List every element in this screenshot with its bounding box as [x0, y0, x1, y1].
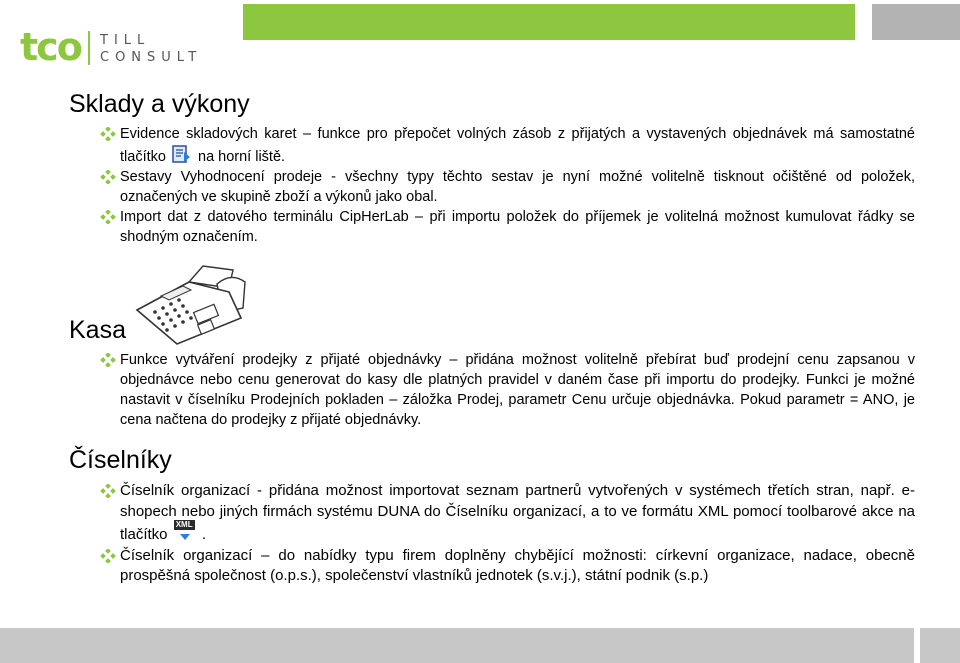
diamond-bullet-icon [100, 210, 116, 224]
list-item [100, 481, 915, 546]
section-title-kasa: Kasa [69, 316, 126, 344]
footer-bar [0, 628, 960, 663]
cash-register-icon [133, 262, 253, 346]
diamond-bullet-icon [100, 353, 116, 367]
item-text-after: . [201, 526, 207, 543]
sklady-list [100, 124, 915, 247]
item-text: Číselník organizací - přidána možnost importovat seznam partnerů vytvořených v systémech třetích stran, např. e-shopech nebo jiných firmách systému DUNA do Číselníku organizací, a to ve formátu XML pomocí toolbarové akce na tlačítko [120, 482, 915, 543]
kasa-list [100, 350, 915, 430]
list-item [100, 124, 915, 167]
diamond-bullet-icon [100, 127, 116, 141]
logo-separator [88, 31, 90, 65]
ciselniky-list [100, 481, 915, 587]
section-title-ciselniky: Číselníky [69, 446, 172, 474]
header-grey-bar [872, 4, 960, 40]
diamond-bullet-icon [100, 549, 116, 563]
list-item [100, 167, 915, 207]
xml-icon-label: XML [175, 520, 193, 529]
section-title-sklady: Sklady a výkony [69, 90, 250, 118]
xml-export-icon[interactable] [174, 522, 196, 542]
logo-tco-text: tco [20, 25, 81, 69]
recalc-icon[interactable] [172, 144, 192, 164]
diamond-bullet-icon [100, 170, 116, 184]
item-text: Číselník organizací – do nabídky typu firem doplněny chybějící možnosti: církevní organizace, nadace, obecně prospěšná společnost (o.p.s.), společenství vlastníků jednotek (s.v.j.), státní podnik (s.p.) [120, 546, 915, 584]
list-item [100, 207, 915, 247]
list-item [100, 350, 915, 430]
item-text: Evidence skladových karet – funkce pro přepočet volných zásob z přijatých a vystavených objednávek má samostatné tlačítko [120, 126, 915, 165]
diamond-bullet-icon [100, 484, 116, 498]
list-item [100, 546, 915, 587]
item-text: Sestavy Vyhodnocení prodeje - všechny typy těchto sestav je nyní možné volitelně tisknout očištěné od položek, označených ve skupině zboží a výkonů jako obal. [120, 169, 915, 205]
item-text: Funkce vytváření prodejky z přijaté objednávky – přidána možnost volitelně přebírat buď prodejní cenu zapsanou v objednávce nebo cenu generovat do kasy dle platných pravidel v daném čase při importu do prodejky. Funkci je možné nastavit v číselníku Prodejních pokladen – záložka Prodej, parametr Cenu určuje objednávka. Pokud parametr = ANO, je cena načtena do prodejky z přijaté objednávky. [120, 352, 915, 428]
logo-consult-text: CONSULT [100, 50, 203, 65]
logo-till-text: TILL [100, 33, 151, 48]
header-accent-bar [243, 4, 855, 40]
item-text: Import dat z datového terminálu CipHerLab – při importu položek do příjemek je volitelná možnost kumulovat řádky se shodným označením. [120, 209, 915, 245]
item-text-after: na horní liště. [198, 149, 286, 165]
